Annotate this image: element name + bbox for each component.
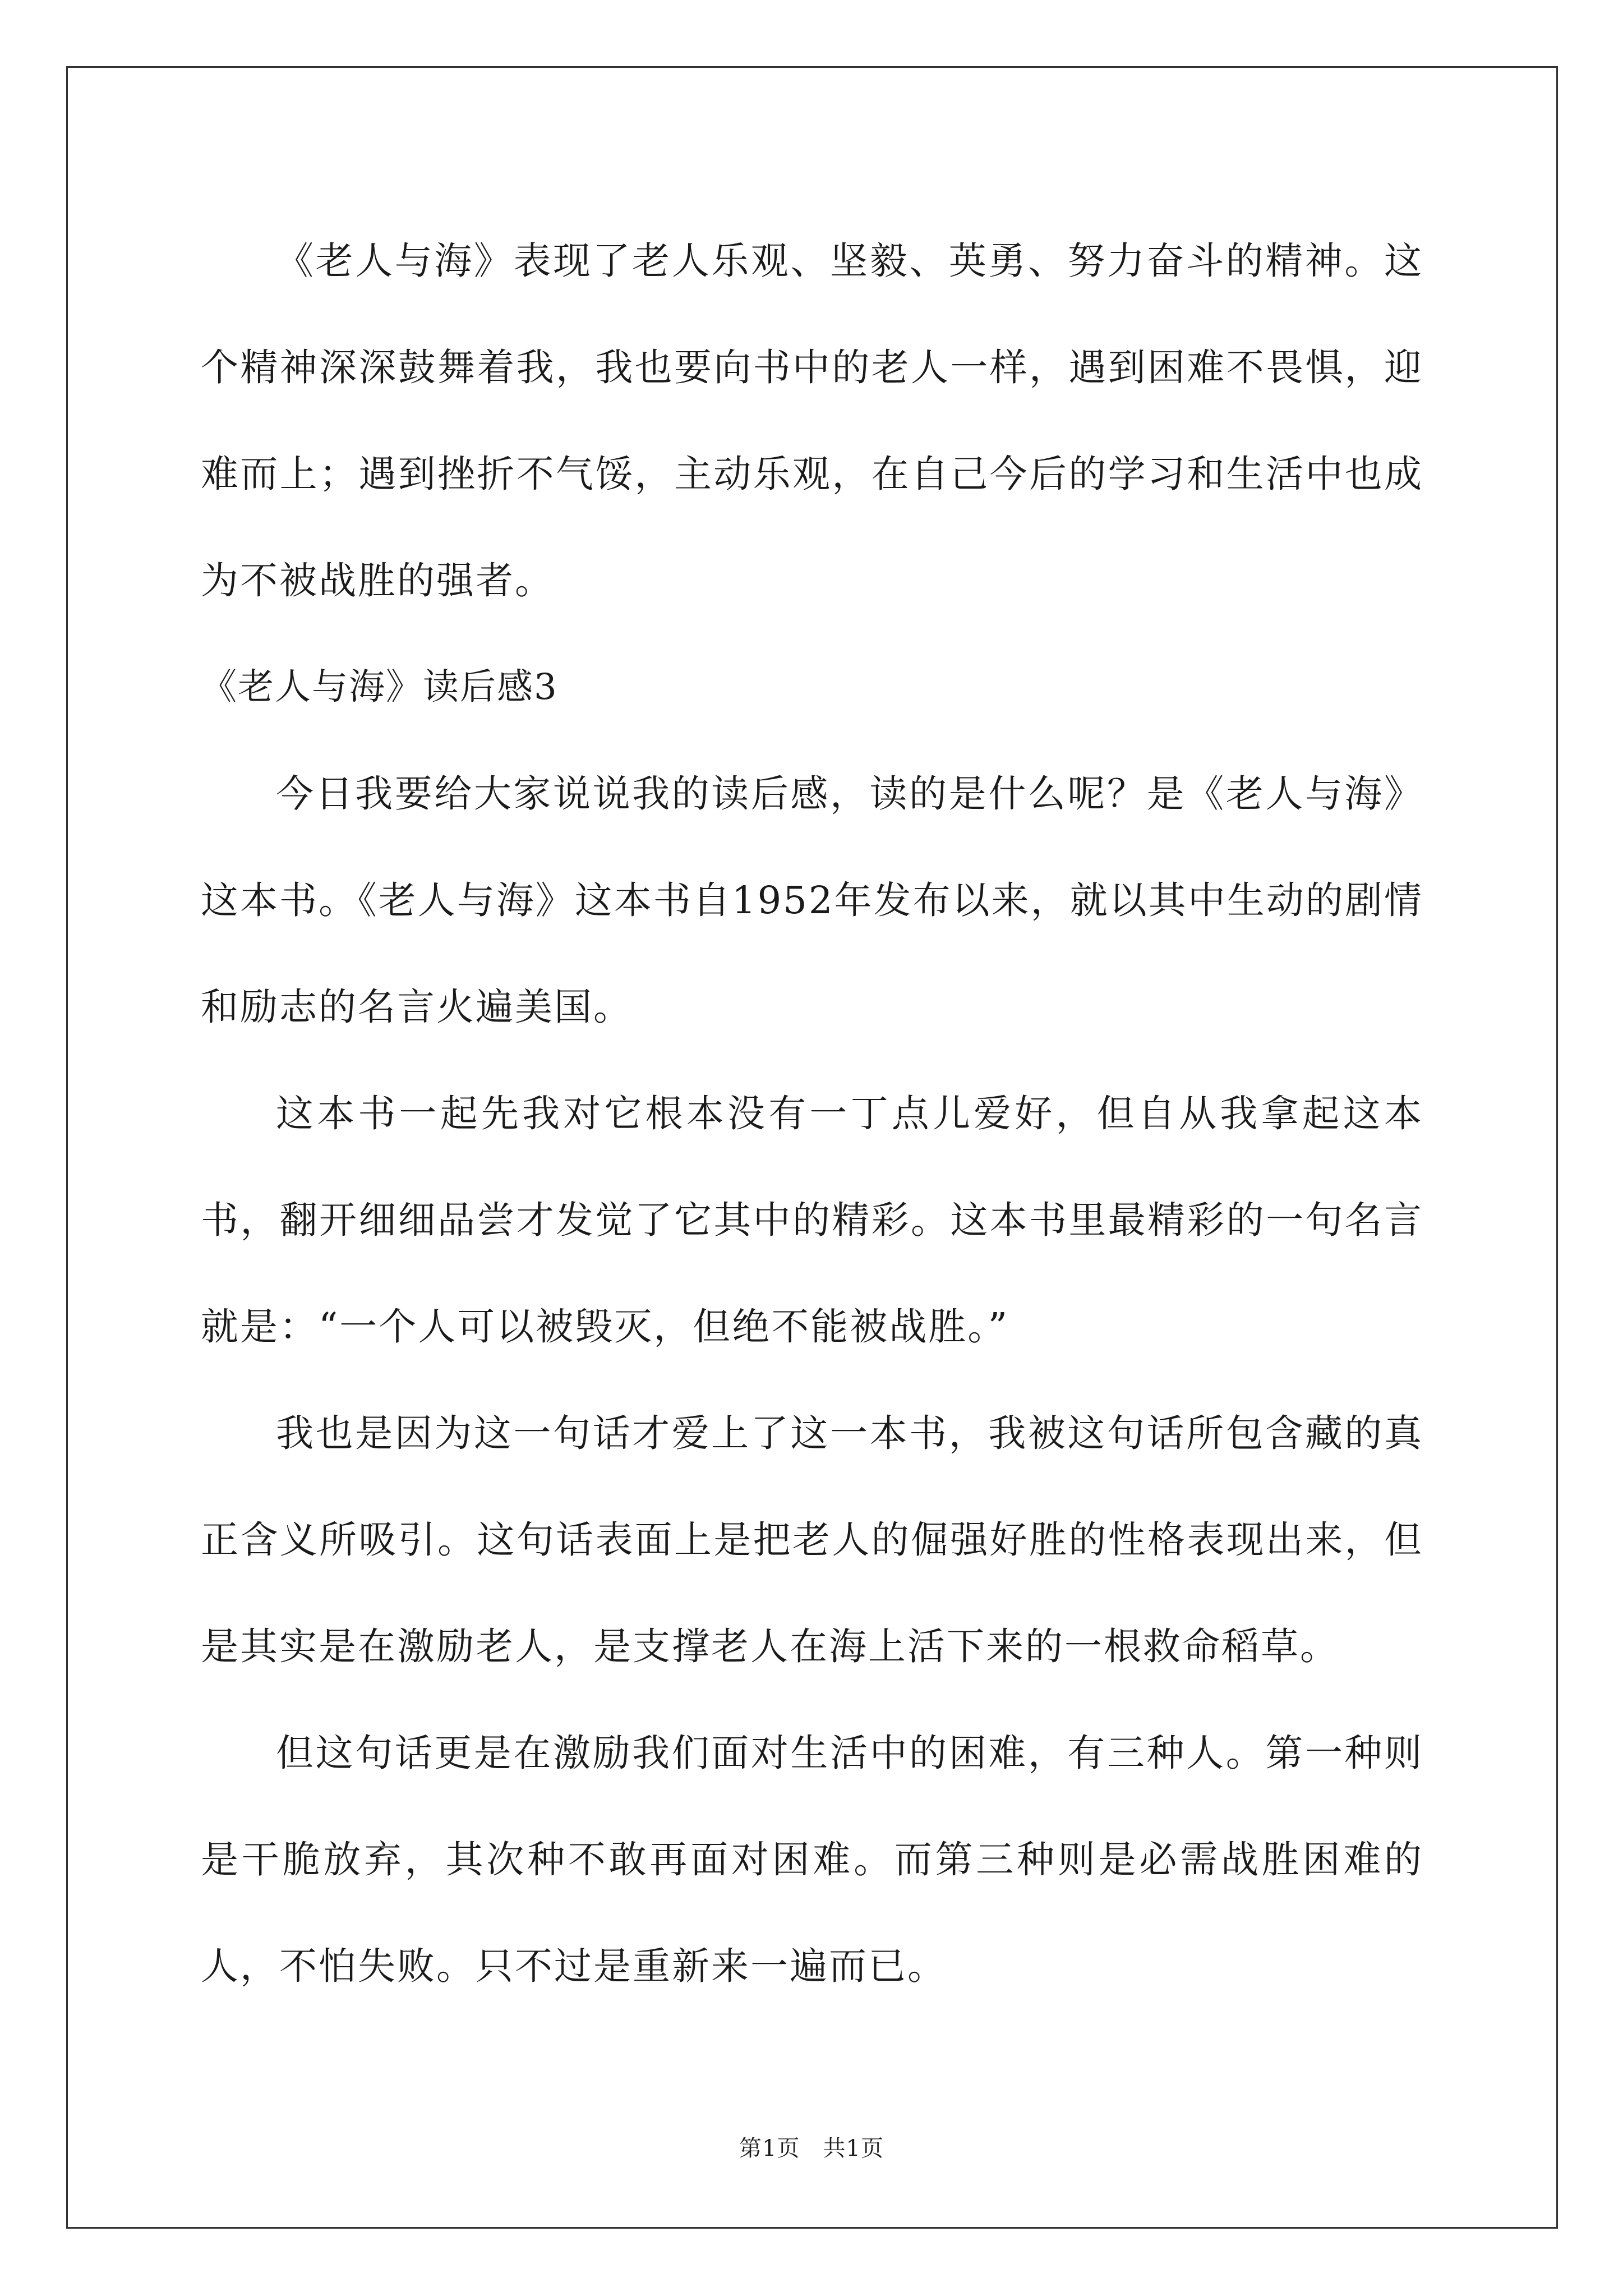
body-paragraph: 但这句话更是在激励我们面对生活中的困难，有三种人。第一种则是干脆放弃，其次种不敢再面对困难。而第三种则是必需战胜困难的人，不怕失败。只不过是重新来一遍而已。 [201, 1731, 1423, 1988]
body-paragraph: 今日我要给大家说说我的读后感，读的是什么呢？是《老人与海》这本书。《老人与海》这本书自1952年发布以来，就以其中生动的剧情和励志的名言火遍美国。 [201, 772, 1423, 1029]
body-paragraph: 我也是因为这一句话才爱上了这一本书，我被这句话所包含藏的真正含义所吸引。这句话表面上是把老人的倔强好胜的性格表现出来，但是其实是在激励老人，是支撑老人在海上活下来的一根救命稻草。 [201, 1411, 1423, 1668]
page-footer: 第1页 共1页 [739, 2136, 884, 2161]
body-paragraph: 《老人与海》表现了老人乐观、坚毅、英勇、努力奋斗的精神。这个精神深深鼓舞着我，我也要向书中的老人一样，遇到困难不畏惧，迎难而上；遇到挫折不气馁，主动乐观，在自己今后的学习和生活中也成为不被战胜的强者。 [201, 239, 1423, 602]
section-heading: 《老人与海》读后感3 [201, 666, 558, 708]
document-body [201, 208, 1423, 2019]
body-paragraph: 这本书一起先我对它根本没有一丁点儿爱好，但自从我拿起这本书，翻开细细品尝才发觉了它其中的精彩。这本书里最精彩的一句名言就是：“一个人可以被毁灭，但绝不能被战胜。” [201, 1092, 1423, 1349]
